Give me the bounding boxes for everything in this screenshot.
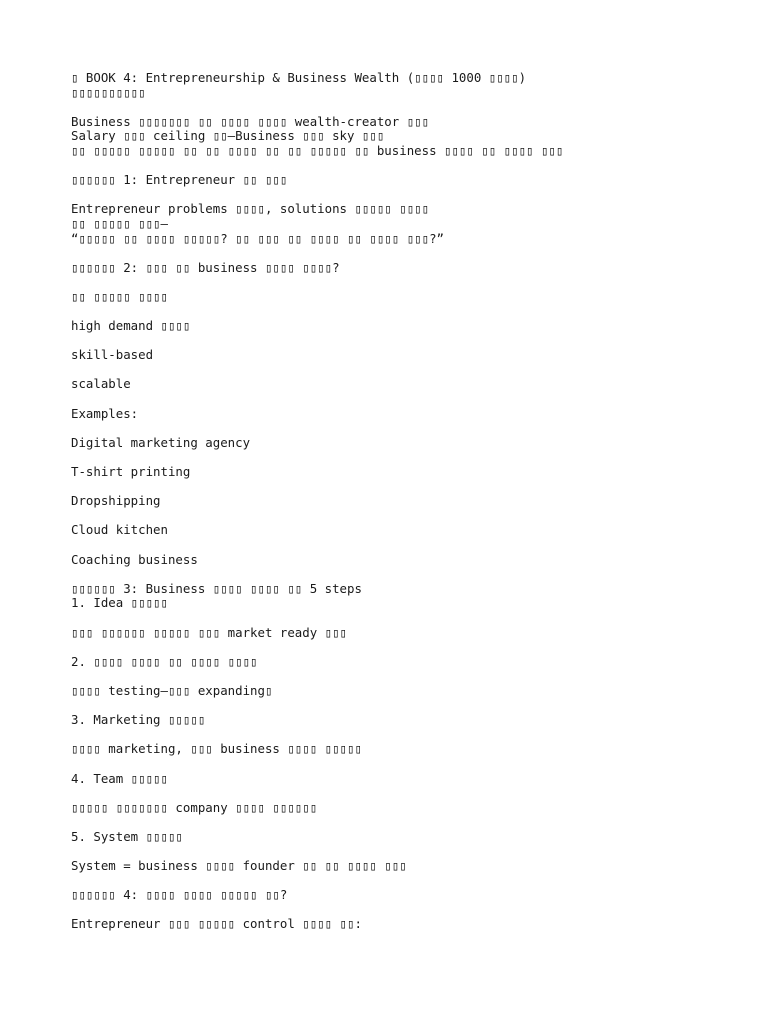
spacer [71, 815, 751, 830]
example-item: Cloud kitchen [71, 522, 168, 538]
step-title: 5. System ▯▯▯▯▯ [71, 828, 183, 844]
spacer [71, 538, 751, 553]
chapter-4-heading: ▯▯▯▯▯▯ 4: ▯▯▯▯ ▯▯▯▯ ▯▯▯▯▯ ▯▯? [71, 887, 288, 903]
spacer [71, 728, 751, 743]
step-body: ▯▯▯▯▯ ▯▯▯▯▯▯▯ company ▯▯▯▯ ▯▯▯▯▯▯ [71, 799, 318, 815]
spacer [71, 567, 751, 582]
spacer [71, 509, 751, 524]
step-title: 4. Team ▯▯▯▯▯ [71, 770, 168, 786]
spacer [71, 363, 751, 378]
spacer [71, 640, 751, 655]
chapter-1-text: Entrepreneur problems ▯▯▯▯, solutions ▯▯▯▯▯ ▯▯▯▯ [71, 201, 430, 217]
spacer [71, 699, 751, 714]
spacer [71, 275, 751, 290]
spacer [71, 611, 751, 626]
spacer [71, 480, 751, 495]
intro-line: Salary ▯▯▯ ceiling ▯▯—Business ▯▯▯ sky ▯▯▯ [71, 128, 385, 144]
step-title: 1. Idea ▯▯▯▯▯ [71, 595, 168, 611]
spacer [71, 786, 751, 801]
step-title: 2. ▯▯▯▯ ▯▯▯▯ ▯▯ ▯▯▯▯ ▯▯▯▯ [71, 653, 258, 669]
intro-line: ▯▯ ▯▯▯▯▯ ▯▯▯▯▯ ▯▯ ▯▯ ▯▯▯▯ ▯▯ ▯▯ ▯▯▯▯▯ ▯▯ business ▯▯▯▯ ▯▯ ▯▯▯▯ ▯▯▯ [71, 142, 564, 158]
spacer [71, 305, 751, 320]
step-body: ▯▯▯ ▯▯▯▯▯▯ ▯▯▯▯▯ ▯▯▯ market ready ▯▯▯ [71, 624, 348, 640]
spacer [71, 450, 751, 465]
step-body: ▯▯▯▯ testing—▯▯▯ expanding▯ [71, 682, 273, 698]
spacer [71, 757, 751, 772]
spacer [71, 421, 751, 436]
criteria-item: scalable [71, 376, 131, 392]
spacer [71, 874, 751, 889]
step-title: 3. Marketing ▯▯▯▯▯ [71, 712, 206, 728]
chapter-4-text: Entrepreneur ▯▯▯ ▯▯▯▯▯ control ▯▯▯▯ ▯▯: [71, 916, 362, 932]
spacer [71, 159, 751, 174]
spacer [71, 392, 751, 407]
book-title: ▯ BOOK 4: Entrepreneurship & Business Wealth (▯▯▯▯ 1000 ▯▯▯▯) [71, 70, 527, 85]
example-item: T-shirt printing [71, 464, 191, 480]
chapter-1-quote: “▯▯▯▯▯ ▯▯ ▯▯▯▯ ▯▯▯▯▯? ▯▯ ▯▯▯ ▯▯ ▯▯▯▯ ▯▯ ▯▯▯▯ ▯▯▯?” [71, 230, 444, 246]
step-body: System = business ▯▯▯▯ founder ▯▯ ▯▯ ▯▯▯▯ ▯▯▯ [71, 858, 407, 874]
criteria-item: high demand ▯▯▯▯ [71, 318, 191, 334]
spacer [71, 100, 751, 115]
spacer [71, 844, 751, 859]
chapter-3-heading: ▯▯▯▯▯▯ 3: Business ▯▯▯▯ ▯▯▯▯ ▯▯ 5 steps [71, 580, 362, 596]
spacer [71, 334, 751, 349]
spacer [71, 669, 751, 684]
chapter-1-text: ▯▯ ▯▯▯▯▯ ▯▯▯— [71, 215, 168, 231]
intro-line: Business ▯▯▯▯▯▯▯ ▯▯ ▯▯▯▯ ▯▯▯▯ wealth-creator ▯▯▯ [71, 113, 430, 129]
document-page [71, 71, 751, 932]
criteria-item: ▯▯ ▯▯▯▯▯ ▯▯▯▯ [71, 288, 168, 304]
spacer [71, 246, 751, 261]
example-item: Digital marketing agency [71, 434, 251, 450]
chapter-2-heading: ▯▯▯▯▯▯ 2: ▯▯▯ ▯▯ business ▯▯▯▯ ▯▯▯▯? [71, 259, 340, 275]
spacer [71, 903, 751, 918]
example-item: Dropshipping [71, 493, 161, 509]
example-item: Coaching business [71, 551, 198, 567]
spacer [71, 188, 751, 203]
step-body: ▯▯▯▯ marketing, ▯▯▯ business ▯▯▯▯ ▯▯▯▯▯ [71, 741, 362, 757]
examples-label: Examples: [71, 405, 139, 421]
chapter-1-heading: ▯▯▯▯▯▯ 1: Entrepreneur ▯▯ ▯▯▯ [71, 172, 288, 188]
book-subtitle: ▯▯▯▯▯▯▯▯▯▯ [71, 84, 146, 100]
criteria-item: skill-based [71, 347, 154, 363]
